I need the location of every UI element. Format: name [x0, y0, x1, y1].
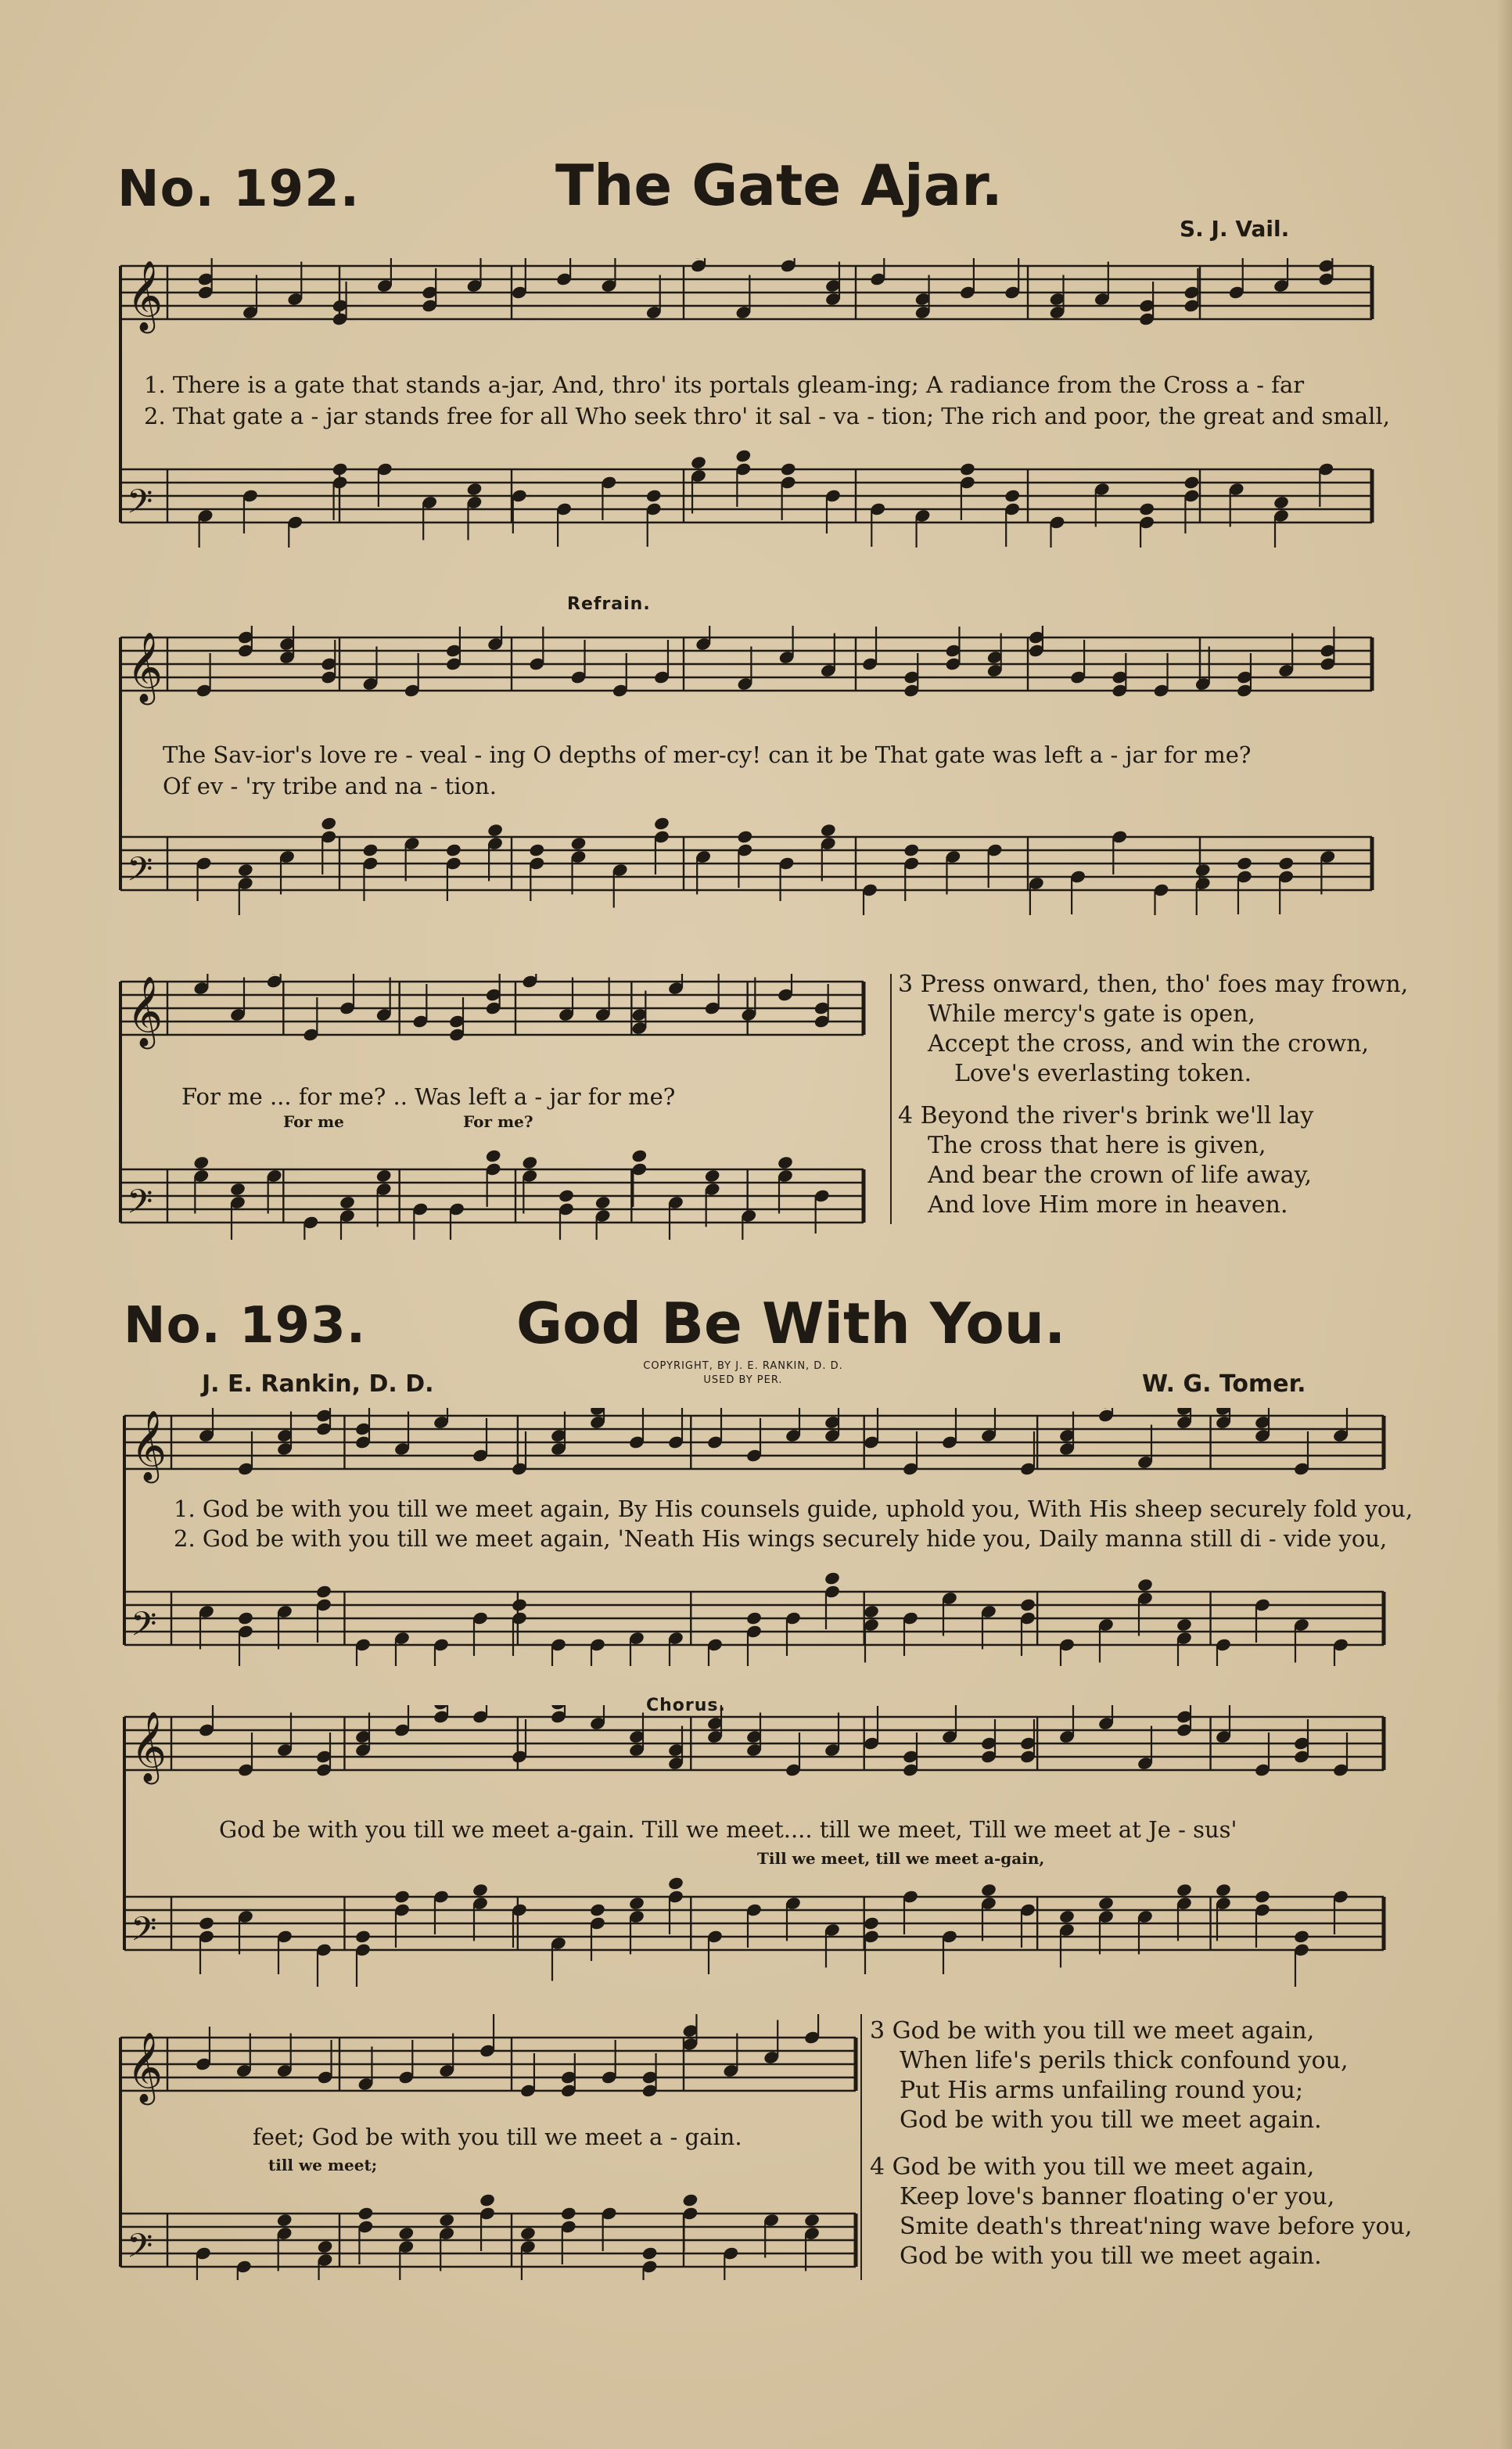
note-head [1138, 501, 1155, 516]
stanza-line: God be with you till we meet again. [900, 2243, 1322, 2270]
treble-staff [124, 1705, 1384, 1785]
stanza-line: Keep love's banner floating o'er you, [900, 2183, 1335, 2210]
hymn-192-stanza-3 [898, 970, 1408, 1089]
note-head [1194, 863, 1212, 878]
stanza-line: Love's everlasting token. [954, 1060, 1252, 1087]
note-head [1176, 1618, 1193, 1632]
note-head [438, 2213, 455, 2228]
bass-clef-icon: 𝄢 [127, 483, 153, 530]
note-head [959, 461, 976, 476]
note-head [357, 2206, 375, 2221]
note-head [528, 842, 545, 857]
hymn-193-verse2-lyric: 2. God be with you till we meet again, 'Neath His wings securely hide you, Daily manna still di - vide you, [174, 1525, 1388, 1552]
note-head [1176, 1883, 1193, 1898]
stanza-line: And love Him more in heaven. [928, 1191, 1288, 1219]
note-head [375, 1169, 393, 1183]
note-head [1236, 856, 1253, 871]
bass-clef-icon: 𝄢 [127, 2227, 153, 2274]
hymn-192-verse1-lyric: 1. There is a gate that stands a-jar, And, thro' its portals gleam-ing; A radiance from the Cross a - far [144, 372, 1305, 398]
note-head [479, 2192, 496, 2207]
note-head [863, 1916, 880, 1930]
note-head [393, 1889, 411, 1904]
note-head [198, 1916, 215, 1930]
note-head [397, 2226, 415, 2241]
note-head [1293, 1929, 1310, 1944]
hymn-193-verse1-lyric: 1. God be with you till we meet again, By His counsels guide, uphold you, With His sheep securely fold you, [174, 1496, 1413, 1522]
note-head [560, 2206, 577, 2221]
note-head [628, 1896, 645, 1911]
staff-pair-193-2 [121, 1705, 1388, 1987]
treble-clef-icon: 𝄞 [131, 1711, 167, 1782]
note-head [803, 2213, 821, 2228]
note-head [521, 1155, 538, 1170]
note-head [589, 1902, 606, 1917]
note-head [1277, 856, 1295, 871]
note-head [1137, 1578, 1154, 1593]
stanza-divider-193 [860, 2014, 862, 2280]
note-head [630, 1148, 648, 1163]
note-head [445, 842, 462, 857]
hymn-192-number: No. 192. [117, 160, 361, 218]
hymn-192-line3b-lyric: Of ev - 'ry tribe and na - tion. [163, 773, 497, 799]
treble-staff [120, 974, 864, 1050]
bass-staff [124, 1876, 1384, 1987]
page-edge [1498, 0, 1512, 2449]
note-head [1273, 495, 1290, 510]
note-head [653, 816, 670, 831]
stanza-line: Put His arms unfailing round you; [900, 2077, 1304, 2104]
treble-staff [120, 626, 1372, 706]
treble-clef-icon: 𝄞 [127, 260, 163, 331]
note-head [237, 1611, 254, 1625]
treble-staff [120, 2014, 856, 2106]
note-head [472, 1883, 489, 1898]
hymn-192-line4-small-1: For me [283, 1112, 344, 1131]
note-head [820, 823, 837, 838]
note-head [229, 1182, 246, 1197]
hymn-192-line4-small-2: For me? [463, 1112, 533, 1131]
note-head [558, 1188, 575, 1203]
bass-staff [120, 1148, 864, 1240]
note-head [1004, 488, 1021, 503]
note-head [777, 1155, 794, 1170]
hymn-193-stanza-4 [870, 2153, 1412, 2271]
bass-clef-icon: 𝄢 [127, 850, 153, 897]
note-head [362, 842, 379, 857]
hymn-193-line2-lyric: God be with you till we meet a-gain. Till we meet.... till we meet, Till we meet at Je - sus' [219, 1816, 1237, 1843]
stanza-line: Smite death's threat'ning wave before you, [900, 2213, 1413, 2240]
note-head [332, 461, 349, 476]
bass-staff [124, 1571, 1384, 1666]
note-head [276, 2213, 293, 2228]
stanza-divider-192 [890, 974, 892, 1224]
note-head [1183, 475, 1201, 490]
note-head [1097, 1896, 1115, 1911]
treble-clef-icon: 𝄞 [127, 976, 163, 1047]
note-head [594, 1195, 612, 1210]
refrain-label: Refrain. [567, 594, 651, 614]
treble-staff [124, 1408, 1384, 1484]
bass-clef-icon: 𝄢 [131, 1910, 157, 1957]
note-head [824, 1571, 841, 1585]
note-head [339, 1195, 356, 1210]
hymn-192-stanza-4 [898, 1101, 1313, 1220]
note-head [192, 1155, 210, 1170]
bass-clef-icon: 𝄢 [127, 1183, 153, 1230]
hymn-193-stanza-3 [870, 2016, 1349, 2135]
hymn-192-verse2-lyric: 2. That gate a - jar stands free for all Who seek thro' it sal - va - tion; The rich and poor, the great and small, [144, 403, 1390, 429]
hymn-193-author: J. E. Rankin, D. D. [202, 1370, 434, 1398]
note-head [315, 1584, 332, 1599]
stanza-line: 3 Press onward, then, tho' foes may frown, [898, 971, 1409, 998]
treble-clef-icon: 𝄞 [131, 1410, 167, 1481]
note-head [737, 829, 754, 844]
hymn-193-composer: W. G. Tomer. [1142, 1370, 1306, 1398]
hymn-193-line2-small: Till we meet, till we meet a-gain, [757, 1849, 1045, 1868]
stanza-line: God be with you till we meet again. [900, 2106, 1322, 2134]
copyright-notice [594, 1359, 892, 1388]
note-head [734, 448, 752, 463]
note-head [641, 2246, 659, 2260]
hymn-192-line3-lyric: The Sav-ior's love re - veal - ing O depths of mer-cy! can it be That gate was left a - jar for me? [163, 742, 1252, 768]
hymn-192-system-2 [117, 626, 1377, 915]
note-head [354, 1929, 372, 1944]
note-head [237, 863, 254, 878]
chorus-label: Chorus. [646, 1696, 726, 1715]
stanza-line: Accept the cross, and win the crown, [928, 1030, 1370, 1058]
hymn-193-title: God Be With You. [516, 1291, 1066, 1356]
stanza-line: 4 God be with you till we meet again, [870, 2153, 1315, 2181]
stanza-line: And bear the crown of life away, [928, 1162, 1313, 1189]
note-head [320, 816, 337, 831]
note-head [570, 836, 587, 851]
note-head [1215, 1883, 1232, 1898]
bass-staff [120, 2192, 856, 2280]
stanza-line: The cross that here is given, [928, 1132, 1266, 1159]
note-head [645, 488, 663, 503]
treble-staff [120, 258, 1372, 334]
copyright-line-2: USED BY PER. [703, 1374, 783, 1386]
hymn-192-title: The Gate Ajar. [555, 153, 1003, 218]
note-head [704, 1169, 721, 1183]
bass-clef-icon: 𝄢 [131, 1605, 157, 1652]
hymn-193-number: No. 193. [124, 1297, 367, 1355]
note-head [745, 1611, 763, 1625]
note-head [667, 1876, 684, 1891]
note-head [690, 455, 707, 470]
note-head [1019, 1597, 1036, 1612]
note-head [1058, 1909, 1076, 1924]
note-head [780, 461, 797, 476]
note-head [485, 1148, 502, 1163]
bass-staff [120, 816, 1372, 915]
note-head [466, 482, 483, 497]
hymn-193-system-2 [121, 1705, 1388, 1987]
note-head [1254, 1889, 1271, 1904]
note-head [863, 1604, 880, 1619]
note-head [980, 1883, 997, 1898]
stanza-line: 3 God be with you till we meet again, [870, 2017, 1315, 2045]
stanza-line: When life's perils thick confound you, [900, 2047, 1349, 2074]
note-head [511, 1597, 528, 1612]
note-head [519, 2226, 537, 2241]
hymn-193-line3-small: till we meet; [268, 2156, 378, 2174]
stanza-line: 4 Beyond the river's brink we'll lay [898, 1102, 1314, 1129]
note-head [487, 823, 504, 838]
note-head [317, 2239, 334, 2254]
treble-clef-icon: 𝄞 [127, 632, 163, 702]
staff-pair-192-2 [117, 626, 1377, 915]
note-head [682, 2192, 699, 2207]
hymn-192-line4-lyric: For me ... for me? .. Was left a - jar for me? [181, 1083, 676, 1110]
hymn-193-line3-lyric: feet; God be with you till we meet a - gain. [253, 2124, 742, 2150]
hymn-192-composer: S. J. Vail. [1180, 216, 1290, 242]
bass-staff [120, 448, 1372, 548]
stanza-line: While mercy's gate is open, [928, 1000, 1255, 1028]
treble-clef-icon: 𝄞 [127, 2032, 163, 2102]
note-head [903, 842, 920, 857]
copyright-line-1: COPYRIGHT, BY J. E. RANKIN, D. D. [643, 1360, 843, 1372]
